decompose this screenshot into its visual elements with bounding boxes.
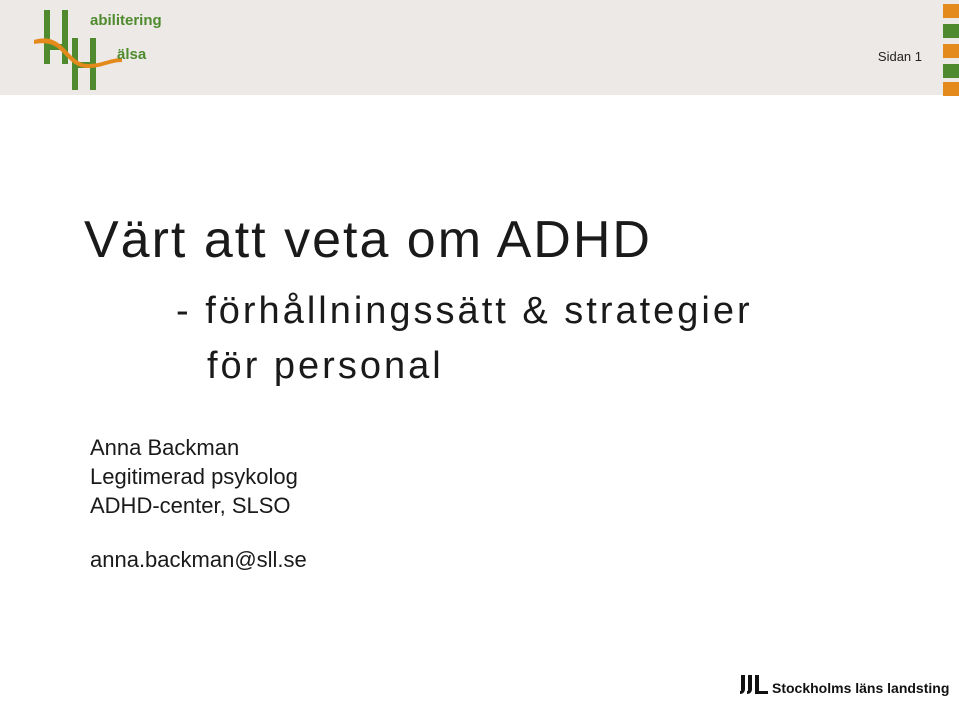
slide-subtitle-line2: för personal [207, 345, 444, 387]
sll-logo [739, 671, 949, 701]
header-band [0, 0, 959, 95]
author-role: Legitimerad psykolog [90, 464, 298, 489]
decorative-squares [943, 4, 959, 96]
logo-word-bottom: älsa [117, 46, 147, 63]
author-email-link[interactable]: anna.backman@sll.se [90, 547, 307, 572]
sll-logo-icon [739, 673, 769, 697]
slide-subtitle-line1: - förhållningssätt & strategier [176, 290, 753, 332]
author-name: Anna Backman [90, 435, 240, 460]
decor-square-green-1 [943, 24, 959, 38]
slide-title: Värt att veta om ADHD [84, 211, 652, 269]
author-block [90, 433, 298, 520]
page-number-label: Sidan 1 [877, 49, 922, 64]
decor-square-orange-2 [943, 44, 959, 58]
logo-word-top: abilitering [90, 12, 162, 29]
decor-square-green-2 [943, 64, 959, 78]
author-organization: ADHD-center, SLSO [90, 493, 291, 518]
sll-org-name: Stockholms läns landsting [772, 680, 950, 696]
decor-square-orange-3 [943, 82, 959, 96]
decor-square-orange-1 [943, 4, 959, 18]
habilitering-halsa-logo [30, 4, 162, 94]
